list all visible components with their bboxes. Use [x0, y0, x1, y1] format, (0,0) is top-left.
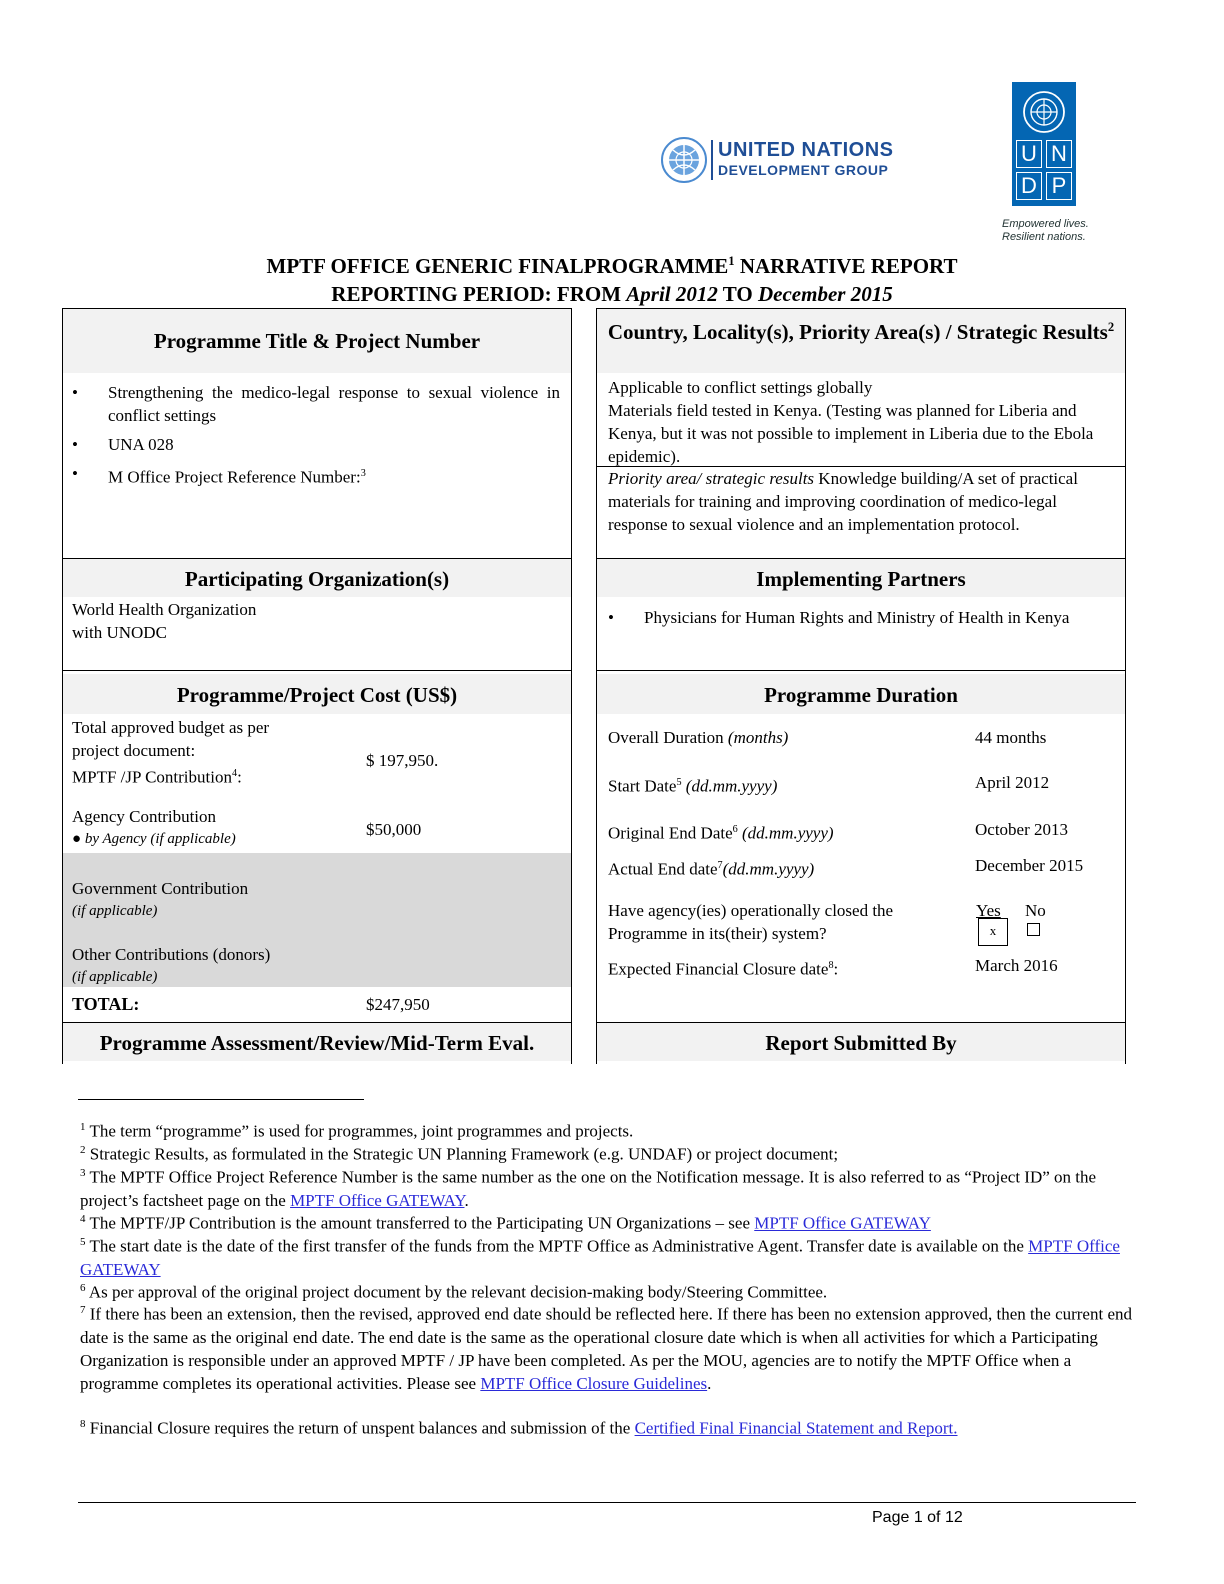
footnote-1: $^1$ The term “programme” is used for programmes, joint programmes and projects. [80, 1121, 634, 1141]
yes-checkbox[interactable]: x [978, 918, 1008, 946]
start-date-value: April 2012 [975, 773, 1050, 792]
no-label: No [1025, 901, 1046, 920]
footnote-5: $^5$ The start date is the date of the first transfer of the funds from the MPTF Office as Administrative Agent. Transfer date is available on the MPTF Office GATEWAY [80, 1236, 1120, 1279]
footer-divider [78, 1502, 1136, 1503]
footnote-2: $^2$ Strategic Results, as formulated in the Strategic UN Planning Framework (e.g. UNDAF) or project document; [80, 1144, 839, 1164]
list-item: • UNA 028 [64, 433, 560, 456]
submitted-header: Report Submitted By [597, 1023, 1125, 1061]
un-emblem-icon [660, 136, 708, 184]
priority-area: Priority area/ strategic results Knowledge building/A set of practical materials for training and improving coordination of medico-legal response to sexual violence and an implementation protocol. [608, 469, 1078, 534]
implementing-header: Implementing Partners [597, 559, 1125, 597]
start-date-label: Start Date$^5$ (dd.mm.yyyy) [608, 776, 778, 796]
undg-line2: DEVELOPMENT GROUP [718, 162, 889, 178]
gateway-link[interactable]: MPTF Office GATEWAY [754, 1213, 931, 1233]
programme-title-header: Programme Title & Project Number [63, 309, 571, 373]
overall-duration-label: Overall Duration (months) [608, 728, 789, 747]
implementing-list [600, 606, 1114, 635]
budget-label: Total approved budget as per project document: MPTF /JP Contribution$^4$: [72, 718, 270, 787]
actual-end-label: Actual End date$^7$(dd.mm.yyyy) [608, 859, 815, 879]
programme-title-list [64, 381, 560, 495]
participating-text: World Health Organization with UNODC [72, 600, 257, 642]
undp-letter-n: N [1046, 140, 1072, 168]
other-contributions: Other Contributions (donors) (if applicable) [72, 945, 271, 985]
gateway-link[interactable]: MPTF Office GATEWAY [290, 1190, 465, 1210]
page-number: Page 1 of 12 [872, 1509, 963, 1526]
un-emblem-icon [1022, 90, 1066, 134]
financial-statement-link[interactable]: Certified Final Financial Statement and Report. [634, 1418, 958, 1438]
gateway-link[interactable]: MPTF Office GATEWAY [80, 1236, 1120, 1279]
agency-value: $50,000 [366, 820, 422, 839]
country-text: Applicable to conflict settings globally Materials field tested in Kenya. (Testing was planned for Liberia and Kenya, but it was not possible to implement in Liberia due to the Ebola epidemic). [608, 378, 1094, 466]
footnote-3: $^3$ The MPTF Office Project Reference Number is the same number as the one on the Notification message. It is also referred to as “Project ID” on the project’s factsheet page on the MPTF Office GATEWAY. [80, 1167, 1097, 1210]
list-item: • Strengthening the medico-legal response to sexual violence in conflict settings [64, 381, 560, 427]
closure-guidelines-link[interactable]: MPTF Office Closure Guidelines [480, 1373, 708, 1393]
budget-value: $ 197,950. [366, 751, 439, 770]
cost-header: Programme/Project Cost (US$) [63, 674, 571, 714]
country-header: Country, Locality(s), Priority Area(s) / Strategic Results$^2$ [597, 309, 1125, 373]
report-title: MPTF OFFICE GENERIC FINALPROGRAMME$^1$ NARRATIVE REPORT [266, 254, 958, 278]
total-value: $247,950 [366, 995, 430, 1014]
financial-closure-value: March 2016 [975, 956, 1058, 975]
footnote-8: $^8$ Financial Closure requires the return of unspent balances and submission of the Certified Final Financial Statement and Report. [80, 1418, 958, 1438]
reporting-period: REPORTING PERIOD: FROM April 2012 TO December 2015 [331, 282, 893, 306]
overall-duration-value: 44 months [975, 728, 1047, 747]
no-checkbox[interactable] [1027, 923, 1040, 936]
closed-question: Have agency(ies) operationally closed the Programme in its(their) system? [608, 901, 894, 943]
undp-letter-d: D [1016, 172, 1042, 200]
footnote-7: $^7$ If there has been an extension, then the revised, approved end date should be reflected here. If there has been no extension approved, then the current end date is the same as the original end date. The end date is the same as the operational closure date which is when all activities for which a Participating Organization is responsible under an approved MPTF / JP have been completed. As per the MOU, agencies are to notify the MPTF Office when a programme completes its operational activities. Please see MPTF Office Closure Guidelines. [80, 1304, 1132, 1393]
financial-closure-label: Expected Financial Closure date$^8$: [608, 959, 839, 979]
yes-label: Yes [976, 901, 1001, 920]
list-item: • Physicians for Human Rights and Ministry of Health in Kenya [600, 606, 1114, 629]
footnote-divider [78, 1099, 364, 1100]
footnote-4: $^4$ The MPTF/JP Contribution is the amount transferred to the Participating UN Organizations – see MPTF Office GATEWAY [80, 1213, 931, 1233]
footnote-6: $^6$ As per approval of the original project document by the relevant decision-making body/Steering Committee. [80, 1282, 828, 1302]
undp-letter-u: U [1016, 140, 1042, 168]
assessment-header: Programme Assessment/Review/Mid-Term Eval. [63, 1023, 571, 1061]
government-contribution: Government Contribution (if applicable) [72, 879, 249, 919]
undp-tagline: Empowered lives. Resilient nations. [1002, 218, 1089, 243]
agency-contribution: Agency Contribution ● by Agency (if applicable) [72, 807, 236, 847]
undp-logo [1012, 82, 1076, 206]
original-end-label: Original End Date$^6$ (dd.mm.yyyy) [608, 823, 834, 843]
actual-end-value: December 2015 [975, 856, 1084, 875]
undg-line1: UNITED NATIONS [718, 139, 894, 161]
undg-logo [660, 136, 920, 186]
total-label: TOTAL: [72, 994, 140, 1014]
original-end-value: October 2013 [975, 820, 1069, 839]
list-item: • M Office Project Reference Number:$^3$ [64, 462, 560, 489]
duration-header: Programme Duration [597, 674, 1125, 714]
undp-letter-p: P [1046, 172, 1072, 200]
participating-header: Participating Organization(s) [63, 559, 571, 597]
